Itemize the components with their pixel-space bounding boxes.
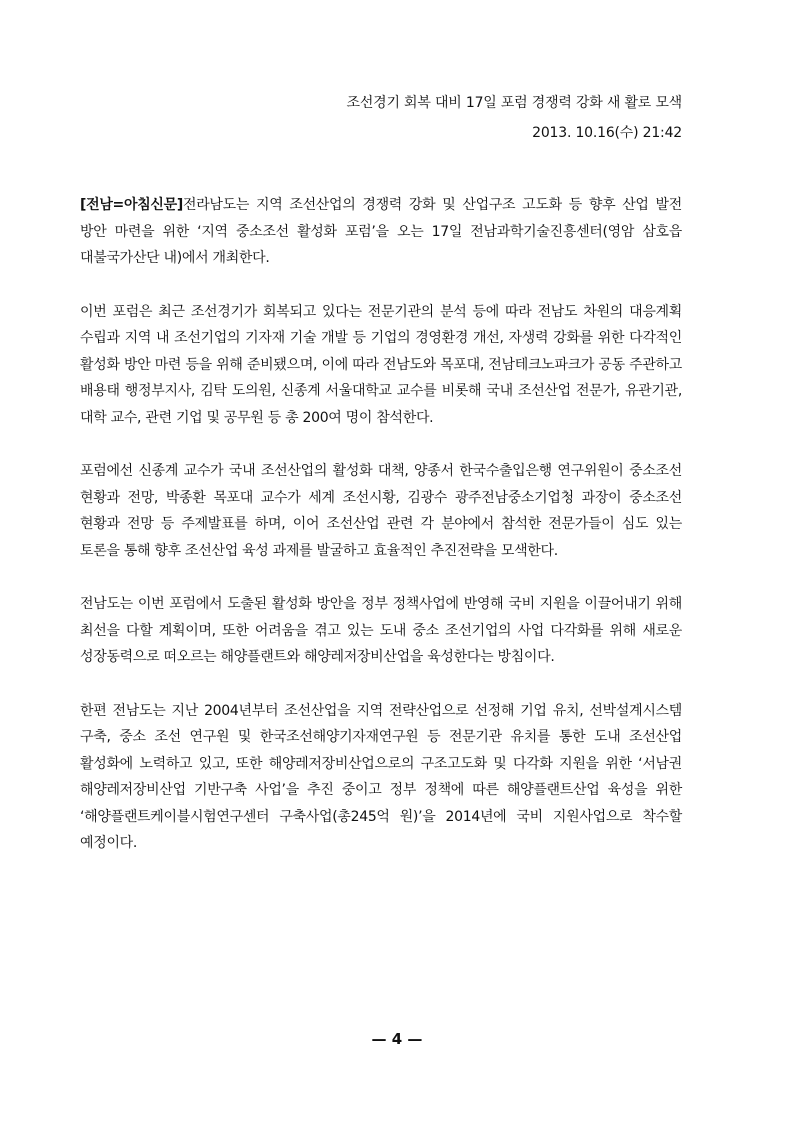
article-paragraph-1 [80, 192, 682, 272]
publish-datetime: 2013. 10.16(수) 21:42 [532, 125, 682, 141]
page-number: — 4 — [371, 1030, 423, 1048]
article-header [347, 88, 682, 148]
paragraph-text: 전라남도는 지역 조선산업의 경쟁력 강화 및 산업구조 고도화 등 향후 산업 발전 방안 마련을 위한 ‘지역 중소조선 활성화 포럼’을 오는 17일 전남과학기술진흥센터(영암 삼호읍 대불국가산단 내)에서 개최한다. [80, 197, 682, 266]
headline: 조선경기 회복 대비 17일 포럼 경쟁력 강화 새 활로 모색 [346, 95, 682, 111]
article-paragraph-2: 이번 포럼은 최근 조선경기가 회복되고 있다는 전문기관의 분석 등에 따라 전남도 차원의 대응계획 수립과 지역 내 조선기업의 기자재 기술 개발 등 기업의 경영환경 개선, 자생력 강화를 위한 다각적인 활성화 방안 마련 등을 위해 준비됐으며, 이에 따라 전남도와 목포대, 전남테크노파크가 공동 주관하고 배용태 행정부지사, 김탁 도의원, 신종계 서울대학교 교수를 비롯해 국내 조선산업 전문가, 유관기관, 대학 교수, 관련 기업 및 공무원 등 총 200여 명이 참석한다. [80, 303, 682, 426]
article-paragraph-5: 한편 전남도는 지난 2004년부터 조선산업을 지역 전략산업으로 선정해 기업 유치, 선박설계시스템 구축, 중소 조선 연구원 및 한국조선해양기자재연구원 등 전문기관 유치를 통한 도내 조선산업 활성화에 노력하고 있고, 또한 해양레저장비산업으로의 구조고도화 및 다각화 지원을 위한 ‘서남권 해양레저장비산업 기반구축 사업’을 추진 중이고 정부 정책에 따른 해양플랜트산업 육성을 위한 ‘해양플랜트케이블시험연구센터 구축사업(총245억 원)’을 2014년에 국비 지원사업으로 착수할 예정이다. [80, 702, 682, 851]
source-tag: [전남=아침신문] [80, 197, 183, 213]
article-paragraph-4: 전남도는 이번 포럼에서 도출된 활성화 방안을 정부 정책사업에 반영해 국비 지원을 이끌어내기 위해 최선을 다할 계획이며, 또한 어려움을 겪고 있는 도내 중소 조선기업의 사업 다각화를 위해 새로운 성장동력으로 떠오르는 해양플랜트와 해양레저장비산업을 육성한다는 방침이다. [80, 596, 682, 665]
article-paragraph-3: 포럼에선 신종계 교수가 국내 조선산업의 활성화 대책, 양종서 한국수출입은행 연구위원이 중소조선 현황과 전망, 박종환 목포대 교수가 세계 조선시황, 김광수 광주전남중소기업청 과장이 중소조선 현황과 전망 등 주제발표를 하며, 이어 조선산업 관련 각 분야에서 참석한 전문가들이 심도 있는 토론을 통해 향후 조선산업 육성 과제를 발굴하고 효율적인 추진전략을 모색한다. [80, 463, 682, 559]
article-body [80, 192, 682, 884]
